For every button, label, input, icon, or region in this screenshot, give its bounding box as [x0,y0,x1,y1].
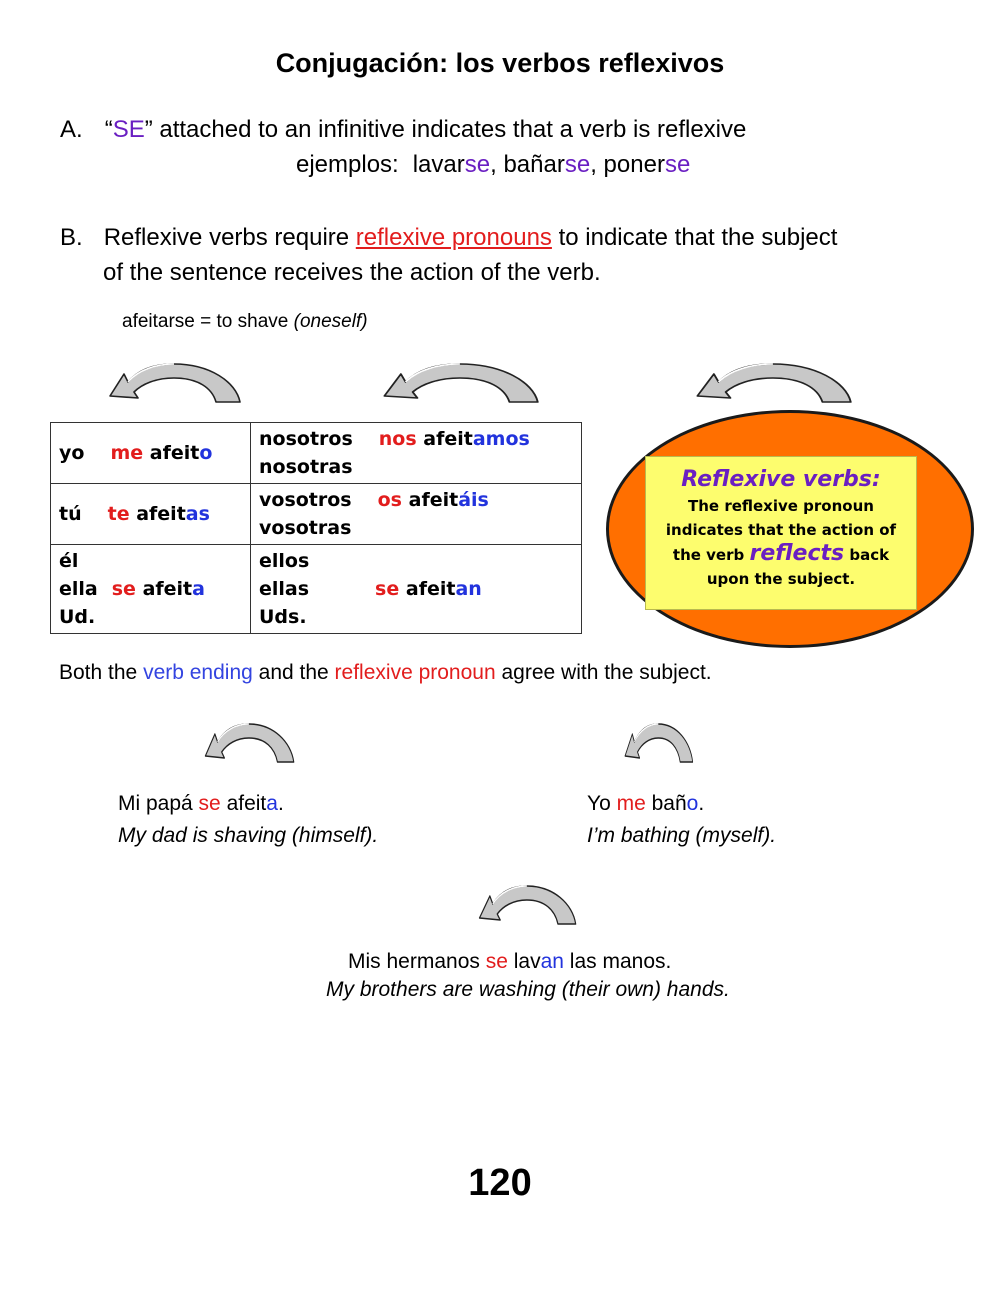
curved-arrow-icon [382,362,542,408]
section-b-line1 [60,224,837,252]
page-title: Conjugación: los verbos reflexivos [275,48,725,78]
example-papa-translation: My dad is shaving (himself). [118,824,379,847]
cell-tu: tú te afeitas [51,484,251,545]
open-quote: “ [104,116,113,143]
section-b-line2: of the sentence receives the action of the verb. [103,259,601,286]
agreement-sentence: Both the verb ending and the reflexive pronoun agree with the subject. [59,661,712,684]
definition: afeitarse = to shave (oneself) [122,311,368,332]
example-hermanos: Mis hermanos se lavan las manos. [348,950,672,973]
example-hermanos-translation: My brothers are washing (their own) hands. [326,978,730,1001]
reflexive-pronouns-link[interactable]: reflexive pronouns [355,224,552,251]
table-row [51,484,582,545]
section-a-line [60,116,746,144]
curved-arrow-icon [204,722,300,766]
callout-body: The reflexive pronoun indicates that the action of the verb reflects back upon the subject. [665,497,897,588]
callout-heading: Reflexive verbs: [681,467,881,492]
section-b-text1: Reflexive verbs require [103,224,356,251]
example-ponerse: ponerse [603,151,691,178]
table-row [51,545,582,634]
cell-ellos: ellos ellas se afeitan Uds. [251,545,582,634]
table-row [51,423,582,484]
example-banarse: bañarse [503,151,591,178]
section-b-letter: B. [60,224,83,251]
curved-arrow-icon [108,362,248,408]
cell-el: él ella se afeita Ud. [51,545,251,634]
cell-nosotros: nosotros nos afeitamos nosotras [251,423,582,484]
conjugation-table [50,422,582,634]
curved-arrow-icon [624,722,700,766]
examples-label: ejemplos: [296,151,399,178]
example-lavarse: lavarse [412,151,491,178]
example-yo: Yo me baño. I’m bathing (myself). [587,788,776,852]
section-a-text: ” attached to an infinitive indicates that a verb is reflexive [144,116,747,143]
cell-yo: yo me afeito [51,423,251,484]
page-number: 120 [468,1162,532,1204]
cell-vosotros: vosotros os afeitáis vosotras [251,484,582,545]
section-a-letter: A. [60,116,83,143]
curved-arrow-icon [478,884,582,930]
se-highlight: SE [112,116,145,143]
example-papa: Mi papá se afeita. My dad is shaving (himself). [118,788,378,852]
example-yo-translation: I’m bathing (myself). [587,824,777,847]
examples-line: ejemplos: lavarse, bañarse, ponerse [296,151,691,178]
section-b-text2: to indicate that the subject [551,224,838,251]
callout-note [645,456,917,610]
curved-arrow-icon [695,362,855,408]
